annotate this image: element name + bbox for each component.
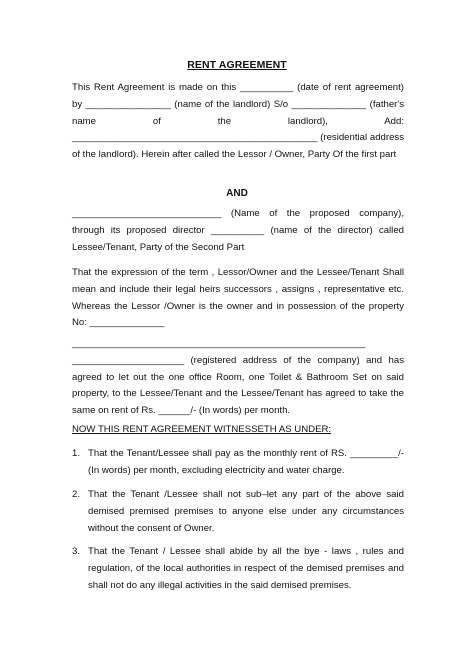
clause-text: That the Tenant / Lessee shall abide by all the bye - laws , rules and regulation, of the local authorities in respect of the demised premises and shall not do any illegal activities in the said demised premises. bbox=[88, 546, 404, 591]
document-title: RENT AGREEMENT bbox=[187, 59, 287, 71]
and-label: AND bbox=[226, 188, 248, 199]
clause-1 bbox=[72, 446, 404, 480]
clause-number: 2. bbox=[72, 489, 81, 500]
expression-paragraph: That the expression of the term , Lessor/Owner and the Lessee/Tenant Shall mean and include their legal heirs successors , assigns , representative etc. Whereas the Lessor /Owner is the owner and in possession of the property No: ______________ bbox=[72, 267, 404, 329]
property-paragraph: _______________________________________________________ _____________________ (registered address of the company) and has agreed to let out the one office Room, one Toilet & Bathroom Set on said property, to the Lessee/Tenant and the Lessee/Tenant has agreed to take the same on rent of Rs. ______/- (In words) per month. bbox=[72, 338, 404, 417]
clause-text: That the Tenant /Lessee shall not sub–let any part of the above said demised premised premises to anyone else under any circumstances without the consent of Owner. bbox=[88, 489, 404, 534]
witnesseth-heading: NOW THIS RENT AGREEMENT WITNESSETH AS UNDER: bbox=[72, 424, 332, 435]
clause-number: 3. bbox=[72, 546, 81, 557]
second-party-paragraph: ____________________________ (Name of the proposed company), through its proposed director __________ (name of the director) called Lessee/Tenant, Party of the Second Part bbox=[72, 208, 404, 253]
clause-number: 1. bbox=[72, 448, 81, 459]
clause-text: That the Tenant/Lessee shall pay as the monthly rent of RS. _________/- (In words) per month, excluding electricity and water charge. bbox=[88, 448, 404, 476]
clause-3 bbox=[72, 544, 404, 594]
intro-paragraph: This Rent Agreement is made on this __________ (date of rent agreement) by ________________ (name of the landlord) S/o ______________ (father's name of the landlord), Add: ______________________________________________ (residential address of the landlord). Herein after called the Lessor / Owner, Party Of the first part bbox=[72, 82, 404, 161]
clause-2 bbox=[72, 487, 404, 537]
